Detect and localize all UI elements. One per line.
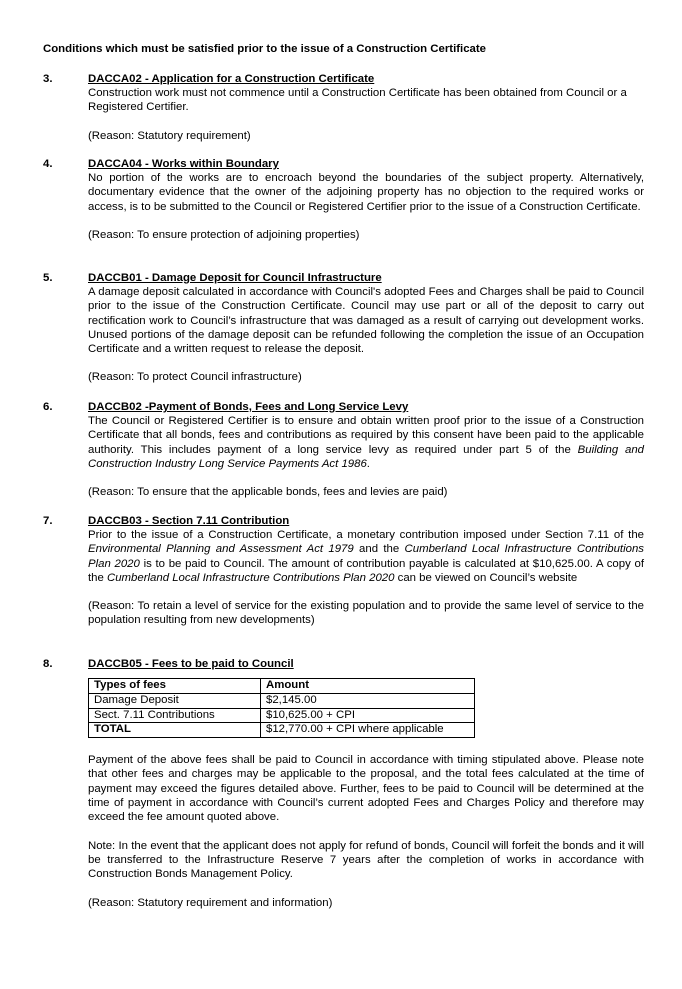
table-header-cell: Amount (261, 679, 475, 694)
payment-paragraph: Payment of the above fees shall be paid to Council in accordance with timing stipulated above. Please note that other fees and charges may be applicable to the proposal, and the total fees calculated at the time of payment may exceed the figures detailed above. Further, fees to be paid to Council will be determined at the time of payment in accordance with Council’s current adopted Fees and Charges Policy and therefore may exceed the fee amount quoted above. (88, 754, 644, 824)
table-cell: Damage Deposit (89, 693, 261, 708)
text-run: The Council or Registered Certifier is to ensure and obtain written proof prior to the issue of a Construction Certificate that all bonds, fees and contributions as required by this consent have been paid to the applicable authority. This includes payment of a long service levy as required under part 5 of the (88, 415, 644, 456)
table-cell: Sect. 7.11 Contributions (89, 708, 261, 723)
act-name: Environmental Planning and Assessment Act 1979 (88, 543, 354, 556)
condition-title: DACCB01 - Damage Deposit for Council Infrastructure (88, 272, 382, 284)
condition-reason: (Reason: Statutory requirement) (88, 129, 251, 142)
plan-name: Cumberland Local Infrastructure Contributions Plan 2020 (88, 543, 644, 570)
fees-table (88, 678, 475, 738)
text-run: Prior to the issue of a Construction Certificate, a monetary contribution imposed under Section 7.11 of the (88, 529, 644, 541)
table-header-cell: Types of fees (89, 679, 261, 694)
condition-title: DACCB02 -Payment of Bonds, Fees and Long Service Levy (88, 401, 409, 413)
table-header-row (89, 679, 475, 694)
text-run: . (366, 457, 370, 470)
condition-title: DACCB03 - Section 7.11 Contribution (88, 515, 290, 527)
text-run: can be viewed on Council’s website (394, 571, 578, 584)
act-name: Building and Construction Industry Long Service Payments Act 1986 (88, 443, 644, 470)
text-run: and the (353, 543, 405, 556)
condition-text (88, 528, 644, 585)
table-cell: $12,770.00 + CPI where applicable (261, 723, 475, 738)
condition-text: A damage deposit calculated in accordance with Council's adopted Fees and Charges shall be paid to Council prior to the issue of the Construction Certificate. Council may use part or all of the deposit to carry out rectification work to Council’s infrastructure that was damaged as a result of carrying out development works. Unused portions of the damage deposit can be refunded following the completion the issue of an Occupation Certificate and a written request to release the deposit. (88, 286, 644, 356)
condition-text (88, 414, 644, 471)
table-total-row (89, 723, 475, 738)
condition-reason: (Reason: To ensure that the applicable bonds, fees and levies are paid) (88, 486, 448, 499)
page-heading: Conditions which must be satisfied prior to the issue of a Construction Certificate (43, 43, 487, 55)
condition-text: No portion of the works are to encroach beyond the boundaries of the subject property. Alternatively, documentary evidence that the owner of the adjoining property has no objection to the required works or access, is to be submitted to the Council or Registered Certifier prior to the issue of a Construction Certificate. (88, 172, 644, 213)
condition-title: DACCA02 - Application for a Construction Certificate (88, 73, 375, 85)
condition-title: DACCB05 - Fees to be paid to Council (88, 658, 294, 670)
condition-text: Construction work must not commence until a Construction Certificate has been obtained from Council or a Registered Certifier. (88, 87, 627, 114)
condition-title: DACCA04 - Works within Boundary (88, 158, 279, 170)
plan-name: Cumberland Local Infrastructure Contributions Plan 2020 (107, 571, 395, 584)
text-run: is to be paid to Council. The amount of contribution payable is calculated at $10,625.00. A copy of the (88, 557, 644, 584)
table-cell: $2,145.00 (261, 693, 475, 708)
condition-reason: (Reason: Statutory requirement and information) (88, 896, 333, 909)
condition-reason: (Reason: To protect Council infrastructure) (88, 371, 302, 384)
condition-number: 4. (43, 158, 53, 170)
table-cell: TOTAL (89, 723, 261, 738)
condition-number: 6. (43, 401, 53, 413)
note-paragraph: Note: In the event that the applicant does not apply for refund of bonds, Council will forfeit the bonds and it will be transferred to the Infrastructure Reserve 7 years after the completion of works in accordance with Construction Bonds Management Policy. (88, 839, 644, 881)
condition-number: 5. (43, 272, 53, 284)
condition-number: 3. (43, 73, 53, 85)
condition-reason: (Reason: To retain a level of service for the existing population and to provide the same level of service to the population resulting from new developments) (88, 600, 644, 627)
condition-number: 8. (43, 658, 53, 670)
condition-number: 7. (43, 515, 53, 527)
table-cell: $10,625.00 + CPI (261, 708, 475, 723)
condition-reason: (Reason: To ensure protection of adjoining properties) (88, 228, 360, 241)
table-row (89, 693, 475, 708)
table-row (89, 708, 475, 723)
